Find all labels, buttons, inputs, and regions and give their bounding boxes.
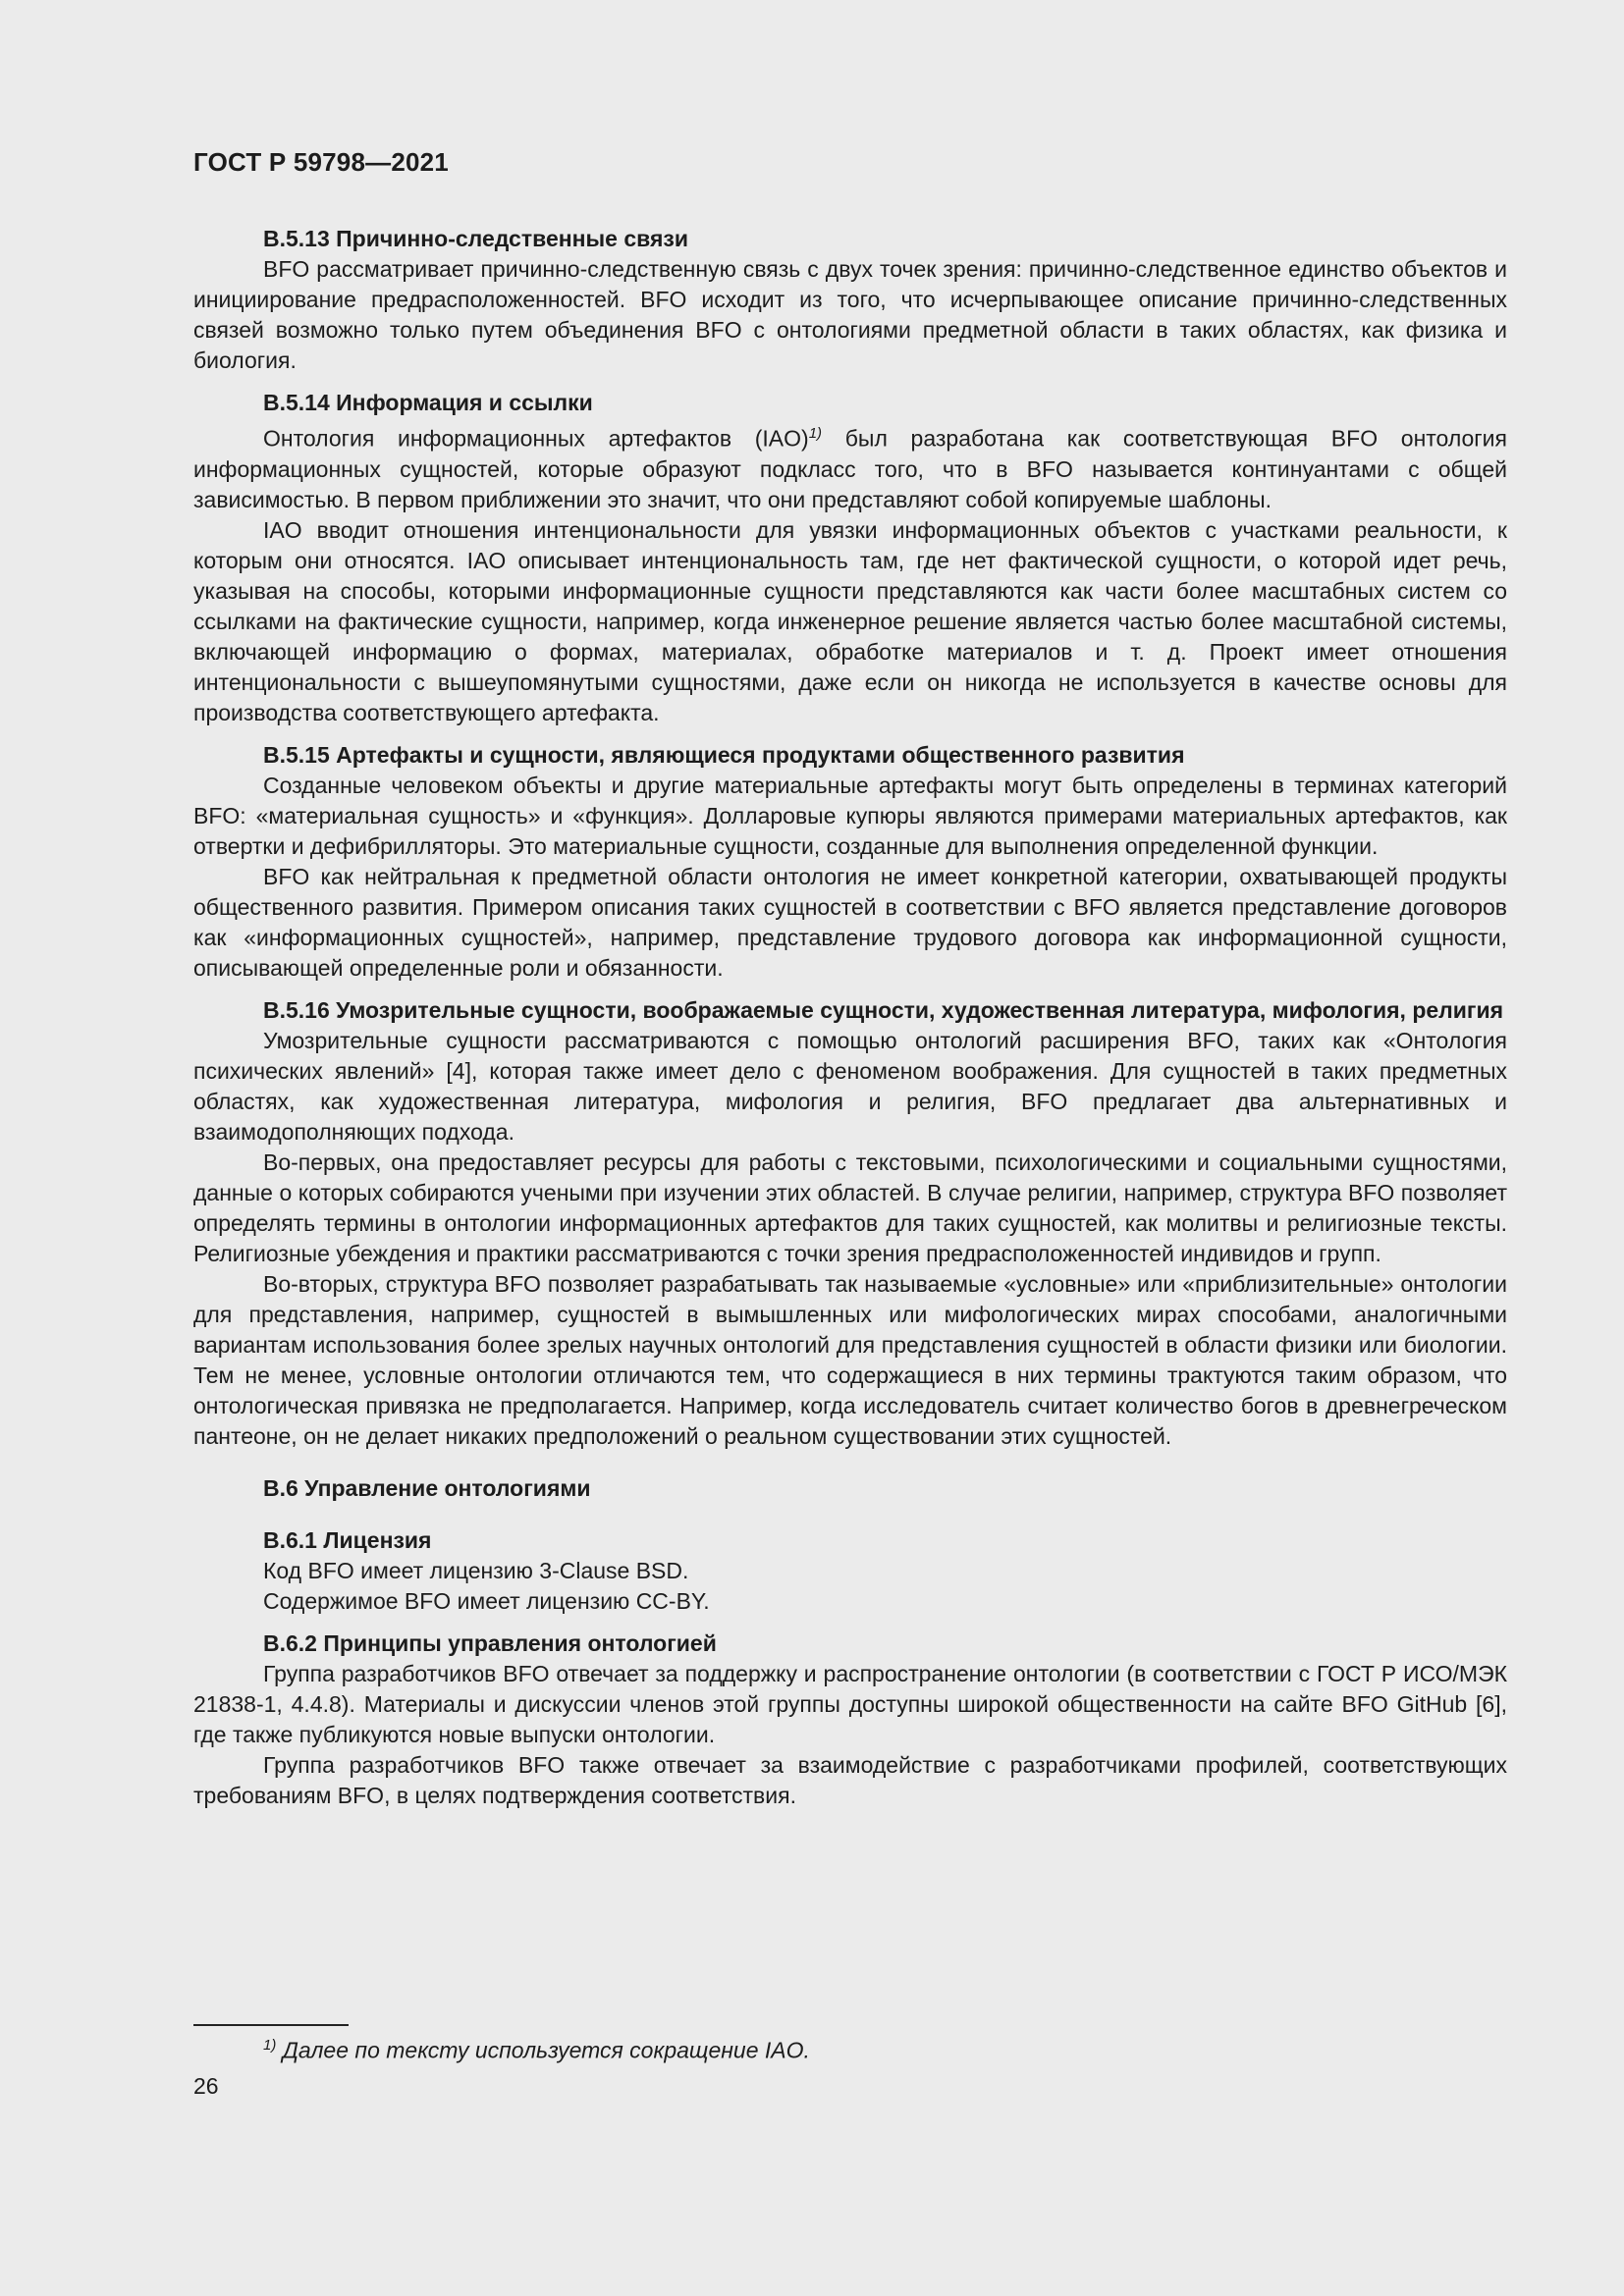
paragraph: Во-вторых, структура BFO позволяет разрабатывать так называемые «условные» или «приблизительные» онтологии для представления, например, сущностей в вымышленных или мифологических мирах способами, аналогичными вариантам использования более зрелых научных онтологий для представления сущностей в области физики или биологии. Тем не менее, условные онтологии отличаются тем, что содержащиеся в них термины трактуются таким образом, что онтологическая привязка не предполагается. Например, когда исследователь считает количество богов в древнегреческом пантеоне, он не делает никаких предположений о реальном существовании этих сущностей.: [193, 1270, 1507, 1449]
paragraph: Созданные человеком объекты и другие материальные артефакты могут быть определены в терминах категорий BFO: «материальная сущность» и «функция». Долларовые купюры являются примерами материальных артефактов, как отвертки и дефибрилляторы. Это материальные сущности, созданные для выполнения определенной функции.: [193, 772, 1507, 859]
document-body: [193, 224, 1507, 1811]
section-heading-b6: В.6 Управление онтологиями: [263, 1474, 591, 1501]
paragraph: Во-первых, она предоставляет ресурсы для работы с текстовыми, психологическими и социальными сущностями, данные о которых собираются учеными при изучении этих областей. В случае религии, например, структура BFO позволяет определять термины в онтологии информационных артефактов для таких сущностей, как молитвы и религиозные тексты. Религиозные убеждения и практики рассматриваются с точки зрения предрасположенностей индивидов и групп.: [193, 1148, 1507, 1266]
paragraph: Группа разработчиков BFO отвечает за поддержку и распространение онтологии (в соответствии с ГОСТ Р ИСО/МЭК 21838-1, 4.4.8). Материалы и дискуссии членов этой группы доступны широкой общественности на сайте BFO GitHub [6], где также публикуются новые выпуски онтологии.: [193, 1660, 1507, 1747]
paragraph: Группа разработчиков BFO также отвечает за взаимодействие с разработчиками профилей, соответствующих требованиям BFO, в целях подтверждения соответствия.: [193, 1751, 1507, 1808]
paragraph-lead: Онтология информационных артефактов (IAO): [263, 425, 809, 452]
section-heading-b6-1: В.6.1 Лицензия: [263, 1526, 432, 1553]
footnote: [263, 2030, 810, 2066]
section-heading-b5-15: В.5.15 Артефакты и сущности, являющиеся продуктами общественного развития: [263, 741, 1185, 768]
page-number: 26: [193, 2073, 219, 2099]
footnote-ref: 1): [808, 425, 823, 442]
paragraph: BFO как нейтральная к предметной области онтология не имеет конкретной категории, охватывающей продукты общественного развития. Примером описания таких сущностей в соответствии с BFO является представление договоров как «информационных сущностей», например, представление трудового договора как информационной сущности, описывающей определенные роли и обязанности.: [193, 863, 1507, 981]
footnote-divider: [193, 2024, 349, 2026]
section-heading-b5-13: В.5.13 Причинно-следственные связи: [263, 226, 688, 251]
paragraph: Код BFO имеет лицензию 3-Clause BSD.: [263, 1557, 689, 1583]
paragraph-rest: был разработана как соответствующая BFO онтология информационных сущностей, которые образуют подкласс того, что в BFO называется континуантами с общей зависимостью. В первом приближении это значит, что они представляют собой копируемые шаблоны.: [193, 425, 1507, 512]
section-heading-b5-14: В.5.14 Информация и ссылки: [263, 390, 593, 415]
document-header: ГОСТ Р 59798—2021: [193, 147, 449, 177]
paragraph: BFO рассматривает причинно-следственную связь с двух точек зрения: причинно-следственное единство объектов и инициирование предрасположенностей. BFO исходит из того, что исчерпывающее описание причинно-следственных связей возможно только путем объединения BFO с онтологиями предметной области в таких областях, как физика и биология.: [193, 256, 1507, 373]
paragraph: Умозрительные сущности рассматриваются с помощью онтологий расширения BFO, таких как «Онтология психических явлений» [4], которая также имеет дело с феноменом воображения. Для сущностей в таких предметных областях, как художественная литература, мифология и религия, BFO предлагает два альтернативных и взаимодополняющих подхода.: [193, 1027, 1507, 1145]
paragraph: IAO вводит отношения интенциональности для увязки информационных объектов с участками реальности, к которым они относятся. IAO описывает интенциональность там, где нет фактической сущности, о которой идет речь, указывая на способы, которыми информационные сущности представляются как части более масштабных систем со ссылками на фактические сущности, например, когда инженерное решение является частью более масштабной системы, включающей информацию о формах, материалах, обработке материалов и т. д. Проект имеет отношения интенциональности с вышеупомянутыми сущностями, даже если он никогда не используется в качестве основы для производства соответствующего артефакта.: [193, 516, 1507, 725]
paragraph: Содержимое BFO имеет лицензию CC-BY.: [263, 1587, 710, 1614]
section-heading-b5-16: В.5.16 Умозрительные сущности, воображаемые сущности, художественная литература, мифология, религия: [263, 996, 1504, 1023]
paragraph-with-footnote: [193, 418, 1507, 515]
footnote-mark: 1): [263, 2037, 277, 2054]
section-heading-b6-2: В.6.2 Принципы управления онтологией: [263, 1629, 717, 1656]
footnote-text: Далее по тексту используется сокращение IAO.: [282, 2037, 810, 2063]
